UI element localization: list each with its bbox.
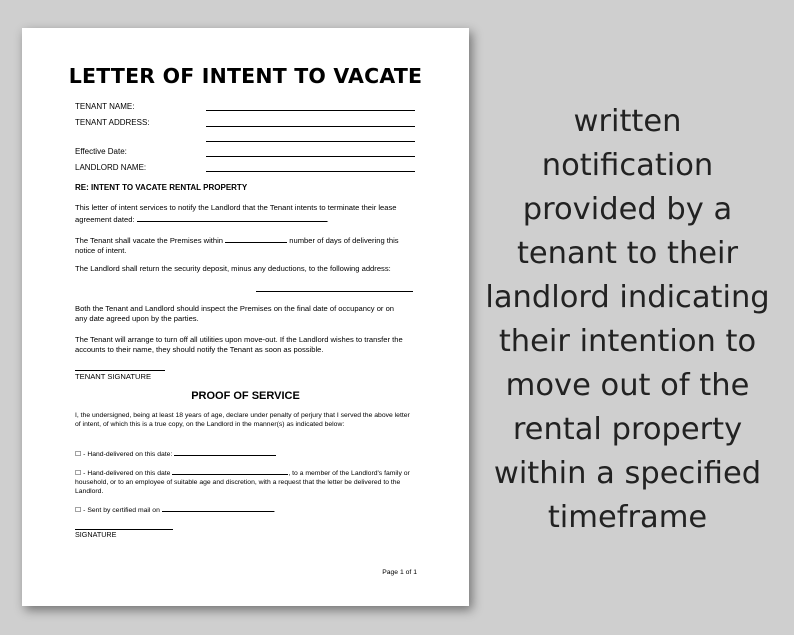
caption-line: tenant to their <box>516 236 739 271</box>
deposit-paragraph: The Landlord shall return the security deposit, minus any deductions, to the following address: <box>75 264 391 273</box>
caption-line: landlord indicating <box>485 280 770 315</box>
vacate-days-text-b: number of days of delivering this notice of intent. <box>75 236 399 255</box>
document-title: LETTER OF INTENT TO VACATE <box>68 64 423 88</box>
effective-date-line <box>206 156 415 157</box>
proof-paragraph: I, the undersigned, being at least 18 years of age, declare under penalty of perjury that I served the above letter of intent, of which this is a true copy, on the Landlord in the manner(s) as indicated below: <box>75 412 410 428</box>
tenant-signature-label: TENANT SIGNATURE <box>75 372 152 381</box>
lease-date-paragraph: This letter of intent services to notify the Landlord that the Tenant intents to terminate their lease agreement dated: . <box>75 203 397 224</box>
caption-line: rental property <box>512 412 743 447</box>
caption-line: within a specified <box>493 456 762 491</box>
checkbox-icon[interactable]: ☐ <box>75 450 82 458</box>
document-page <box>22 28 469 606</box>
effective-date-label: Effective Date: <box>75 147 127 156</box>
lease-date-text: This letter of intent services to notify the Landlord that the Tenant intents to terminate their lease agreement dated: <box>75 203 397 224</box>
tenant-name-label: TENANT NAME: <box>75 102 135 111</box>
page-number: Page 1 of 1 <box>382 569 417 576</box>
option3-text: - Sent by certified mail on <box>83 507 160 514</box>
signature-label: SIGNATURE <box>75 530 117 539</box>
option2-blank <box>172 466 288 475</box>
caption-line: notification <box>541 148 714 183</box>
option2-text-a: - Hand-delivered on this date <box>83 470 171 477</box>
landlord-name-label: LANDLORD NAME: <box>75 163 147 172</box>
checkbox-icon[interactable]: ☐ <box>75 469 82 477</box>
caption-line: provided by a <box>522 192 733 227</box>
tenant-address-line-2 <box>206 141 415 142</box>
caption-line: their intention to <box>498 324 757 359</box>
option2-text-b: , to a member of the Landlord's family or household, or to an employee of suitable age and discretion, with a request that the letter be delivered to the Landlord. <box>75 470 410 495</box>
option-hand-delivered-member <box>75 466 415 496</box>
lease-date-blank <box>137 213 327 222</box>
deposit-address-line <box>256 291 413 292</box>
utilities-paragraph: The Tenant will arrange to turn off all utilities upon move-out. If the Landlord wishes to transfer the accounts to their name, they should notify the Tenant as soon as possible. <box>75 335 403 354</box>
caption-line: timeframe <box>547 500 708 535</box>
caption-line: move out of the <box>505 368 750 403</box>
inspection-paragraph: Both the Tenant and Landlord should inspect the Premises on the final date of occupancy or on any date agreed upon by the parties. <box>75 304 395 323</box>
proof-of-service-title: PROOF OF SERVICE <box>191 390 300 402</box>
option-certified-mail: ☐ - Sent by certified mail on . <box>75 503 415 515</box>
vacate-days-blank <box>225 234 287 243</box>
caption-text <box>475 100 780 540</box>
tenant-address-line-1 <box>206 126 415 127</box>
checkbox-icon[interactable]: ☐ <box>75 506 82 514</box>
option1-blank <box>174 447 276 456</box>
tenant-address-label: TENANT ADDRESS: <box>75 118 150 127</box>
landlord-name-line <box>206 171 415 172</box>
option3-blank <box>162 503 274 512</box>
tenant-name-line <box>206 110 415 111</box>
re-line: RE: INTENT TO VACATE RENTAL PROPERTY <box>75 183 248 192</box>
option1-text: - Hand-delivered on this date: <box>83 451 173 458</box>
vacate-days-paragraph <box>75 234 405 256</box>
option-hand-delivered <box>75 447 415 459</box>
caption-line: written <box>573 104 682 139</box>
vacate-days-text-a: The Tenant shall vacate the Premises within <box>75 236 224 245</box>
tenant-signature-line <box>75 370 165 371</box>
